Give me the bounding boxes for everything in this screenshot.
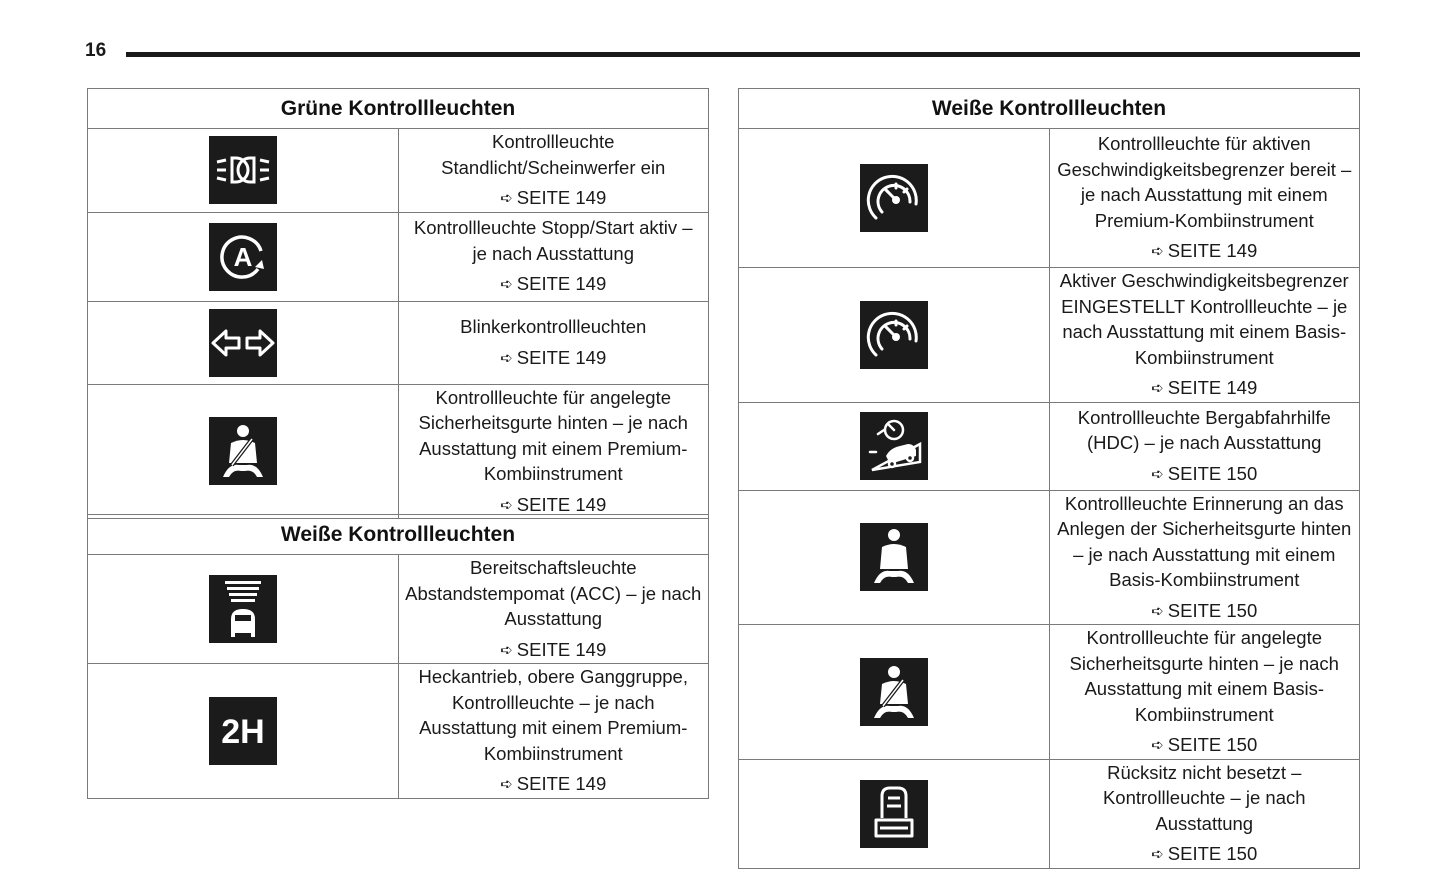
arrow-right-icon: ➪ — [500, 276, 513, 294]
turn-signal-icon — [209, 309, 277, 377]
arrow-right-icon: ➪ — [500, 776, 513, 793]
arrow-right-icon: ➪ — [500, 641, 513, 659]
page-reference[interactable]: ➪ SEITE 150 — [1056, 461, 1354, 488]
description: Kontrollleuchte Stopp/Start aktiv – je nach Ausstattung — [413, 217, 693, 264]
page-reference[interactable]: ➪ SEITE 150 — [1056, 841, 1354, 868]
page-reference[interactable]: ➪ SEITE 149 — [405, 492, 703, 519]
white-lights-table-left — [87, 514, 709, 799]
description: Bereitschaftsleuchte Abstandstempomat (ACC) – je nach Ausstattung — [405, 557, 702, 629]
arrow-right-icon: ➪ — [500, 496, 513, 514]
table-row — [88, 384, 709, 519]
page-reference[interactable]: ➪ SEITE 149 — [405, 345, 703, 372]
white-lights-table-right — [738, 88, 1360, 869]
table-row — [739, 268, 1360, 403]
page-reference[interactable]: ➪ SEITE 149 — [1056, 238, 1354, 265]
seatbelt-icon — [860, 658, 928, 726]
description: Kontrollleuchte für aktiven Geschwindigkeitsbegrenzer bereit – je nach Ausstattung mit einem Premium-Kombiinstrument — [1057, 133, 1352, 231]
speed-limiter-set-icon — [860, 301, 928, 369]
table-row — [88, 212, 709, 301]
table-row — [739, 759, 1360, 868]
arrow-right-icon: ➪ — [1151, 243, 1164, 261]
arrow-right-icon: ➪ — [1151, 380, 1164, 397]
description: Kontrollleuchte Erinnerung an das Anlegen der Sicherheitsgurte hinten – je nach Ausstattung mit einem Basis-Kombiinstrument — [1057, 492, 1352, 590]
arrow-right-icon: ➪ — [1151, 846, 1164, 863]
rear-seat-empty-icon — [860, 780, 928, 848]
description: Rücksitz nicht besetzt – Kontrollleuchte – je nach Ausstattung — [1102, 761, 1306, 834]
table-row — [88, 555, 709, 664]
green-lights-table — [87, 88, 709, 519]
page-number: 16 — [85, 40, 107, 61]
arrow-right-icon: ➪ — [500, 349, 513, 367]
seatbelt-reminder-icon — [860, 523, 928, 591]
page-reference[interactable]: ➪ SEITE 149 — [405, 771, 703, 798]
table-row — [739, 402, 1360, 490]
table-title: Grüne Kontrollleuchten — [88, 89, 709, 129]
arrow-right-icon: ➪ — [500, 190, 513, 207]
svg-text:2H: 2H — [221, 712, 265, 751]
page-reference[interactable]: ➪ SEITE 149 — [405, 185, 703, 212]
description: Heckantrieb, obere Ganggruppe, Kontrollleuchte – je nach Ausstattung mit einem Premium-Kombiinstrument — [418, 666, 688, 764]
seatbelt-icon — [209, 417, 277, 485]
stop-start-icon — [209, 223, 277, 291]
parking-lights-icon — [209, 136, 277, 204]
description: Kontrollleuchte für angelegte Sicherheitsgurte hinten – je nach Ausstattung mit einem Premium-Kombiinstrument — [418, 386, 688, 484]
acc-ready-icon — [209, 575, 277, 643]
page-reference[interactable]: ➪ SEITE 149 — [405, 637, 703, 664]
arrow-right-icon: ➪ — [1151, 602, 1164, 620]
description: Kontrollleuchte für angelegte Sicherheitsgurte hinten – je nach Ausstattung mit einem Basis-Kombiinstrument — [1069, 627, 1339, 725]
table-row — [739, 129, 1360, 268]
header-rule — [126, 52, 1360, 57]
arrow-right-icon: ➪ — [1151, 465, 1164, 483]
description: Kontrollleuchte Standlicht/Scheinwerfer ein — [441, 131, 666, 178]
description: Aktiver Geschwindigkeitsbegrenzer EINGESTELLT Kontrollleuchte – je nach Ausstattung mit einem Basis-Kombiinstrument — [1059, 270, 1349, 368]
table-row — [88, 129, 709, 213]
table-row — [88, 664, 709, 799]
svg-text:A: A — [233, 241, 253, 272]
table-title: Weiße Kontrollleuchten — [88, 515, 709, 555]
page-reference[interactable]: ➪ SEITE 149 — [1056, 375, 1354, 402]
page-reference[interactable]: ➪ SEITE 150 — [1056, 732, 1354, 759]
table-row — [88, 301, 709, 384]
hill-descent-icon — [860, 412, 928, 480]
page-reference[interactable]: ➪ SEITE 150 — [1056, 598, 1354, 625]
speed-limiter-icon — [860, 164, 928, 232]
description: Blinkerkontrollleuchten — [460, 316, 647, 337]
table-row — [739, 490, 1360, 625]
table-row — [739, 625, 1360, 760]
description: Kontrollleuchte Bergabfahrhilfe (HDC) – je nach Ausstattung — [1077, 406, 1331, 454]
2h-icon — [209, 697, 277, 765]
page-reference[interactable]: ➪ SEITE 149 — [405, 271, 703, 298]
table-title: Weiße Kontrollleuchten — [739, 89, 1360, 129]
arrow-right-icon: ➪ — [1151, 737, 1164, 754]
